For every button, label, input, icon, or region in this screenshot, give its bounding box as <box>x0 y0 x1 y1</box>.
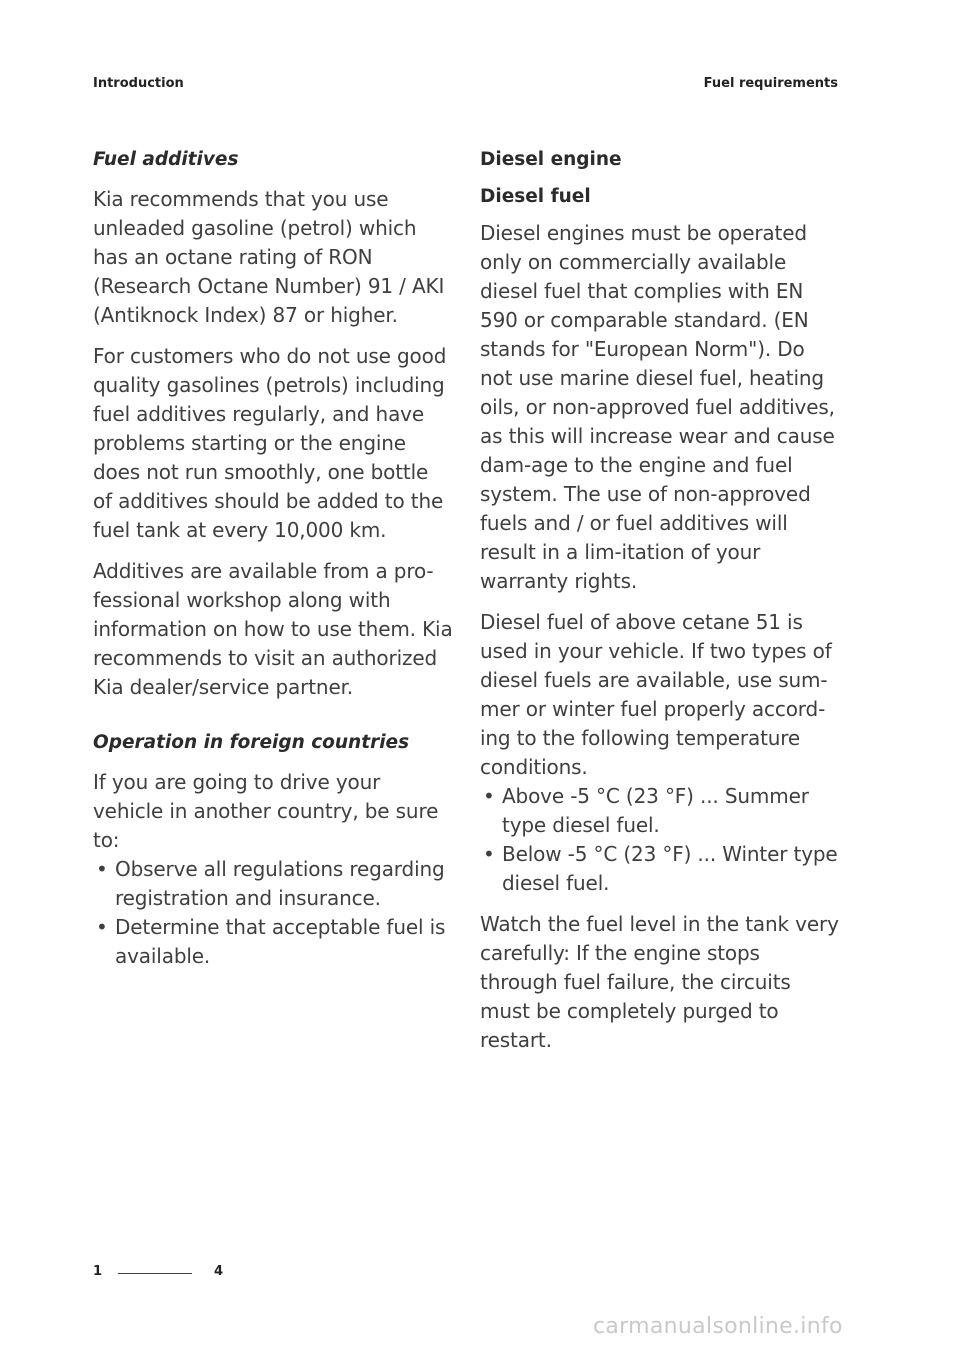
list-item: • Observe all regulations regarding registration and insurance. <box>96 857 445 910</box>
page-number: 4 <box>214 1264 224 1279</box>
diesel-fuel-paragraph-1: Diesel engines must be operated only on commercially available diesel fuel that complies with EN 590 or comparable standard. (EN stands for "European Norm"). Do not use marine diesel fuel, heating oils, or non-approved fuel additives, as this will increase wear and cause dam-age to the engine and fuel system. The use of non-approved fuels and / or fuel additives will result in a lim-itation of your warranty rights. <box>480 221 835 593</box>
list-item: • Below -5 °C (23 °F) ... Winter type diesel fuel. <box>483 842 838 895</box>
foreign-countries-heading: Operation in foreign countries <box>93 732 410 753</box>
chapter-number: 1 <box>93 1264 103 1279</box>
foreign-countries-paragraph: If you are going to drive your vehicle in another country, be sure to: <box>93 770 439 852</box>
watermark: carmanualsonline.info <box>593 1314 843 1339</box>
bullet-icon: • <box>483 784 495 808</box>
list-item: • Above -5 °C (23 °F) ... Summer type diesel fuel. <box>483 784 809 837</box>
diesel-engine-heading: Diesel engine <box>480 149 622 170</box>
foreign-countries-list <box>93 855 453 971</box>
bullet-icon: • <box>96 915 108 939</box>
fuel-additives-paragraph-2: For customers who do not use good quality gasolines (petrols) including fuel additives regularly, and have problems starting or the engine does not run smoothly, one bottle of additives should be added to the fuel tank at every 10,000 km. <box>93 344 447 542</box>
diesel-fuel-paragraph-3: Watch the fuel level in the tank very carefully: If the engine stops through fuel failure, the circuits must be completely purged to restart. <box>480 912 839 1052</box>
diesel-fuel-paragraph-2: Diesel fuel of above cetane 51 is used in your vehicle. If two types of diesel fuels are available, use sum-mer or winter fuel properly accord-ing to the following temperature conditions. <box>480 610 832 779</box>
fuel-additives-heading: Fuel additives <box>93 149 239 170</box>
right-column <box>480 145 840 1067</box>
diesel-fuel-subheading: Diesel fuel <box>480 186 591 207</box>
bullet-icon: • <box>96 857 108 881</box>
footer-divider <box>118 1273 192 1274</box>
header-page-title: Fuel requirements <box>703 76 838 91</box>
fuel-additives-paragraph-3: Additives are available from a pro-fessional workshop along with information on how to use them. Kia recommends to visit an authorized Kia dealer/service partner. <box>93 559 453 699</box>
left-column <box>93 145 453 983</box>
bullet-icon: • <box>483 842 495 866</box>
list-item: • Determine that acceptable fuel is available. <box>96 915 446 968</box>
header-section-title: Introduction <box>93 76 184 91</box>
temperature-list <box>480 782 840 898</box>
fuel-additives-paragraph-1: Kia recommends that you use unleaded gasoline (petrol) which has an octane rating of RON (Research Octane Number) 91 / AKI (Antiknock Index) 87 or higher. <box>93 187 445 327</box>
